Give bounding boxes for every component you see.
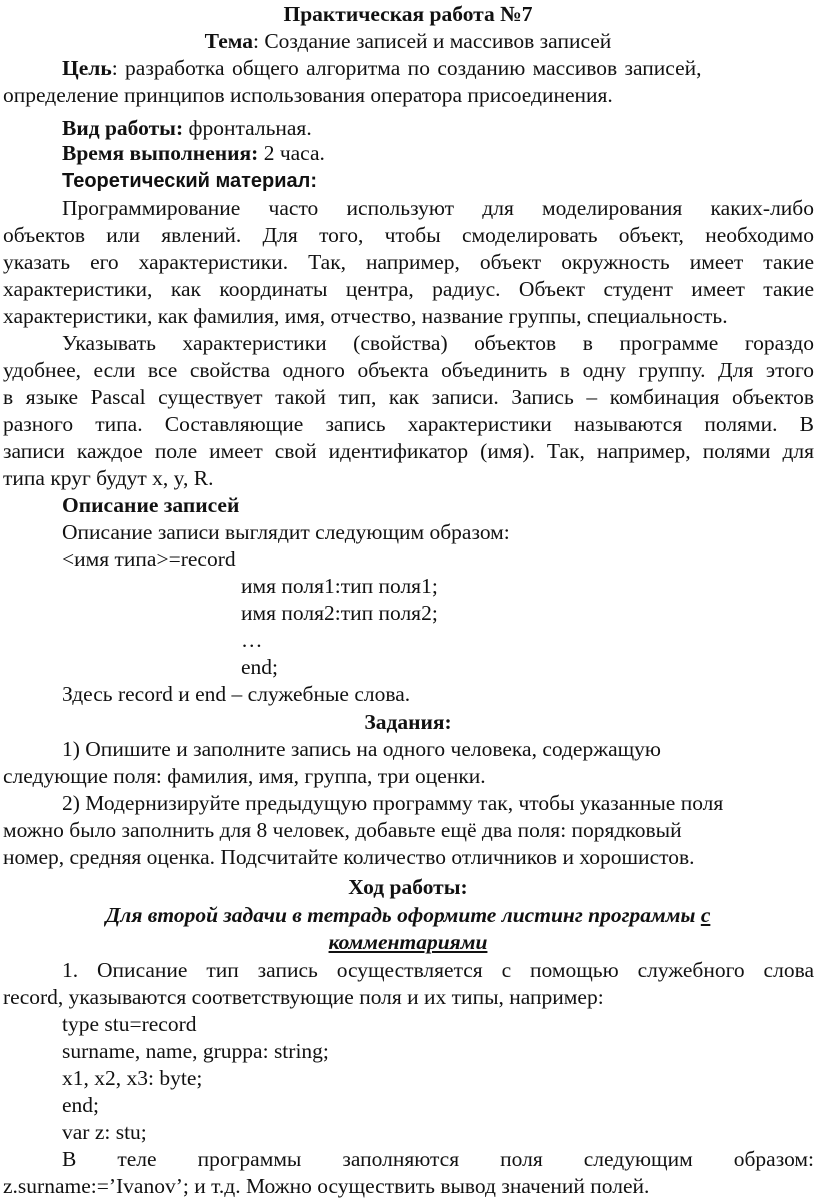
topic-text: : Создание записей и массивов записей xyxy=(252,29,612,53)
page-title: Практическая работа №7 xyxy=(283,2,533,26)
theory-p1-line: указать его характеристики. Так, например, объект окружность имеет такие xyxy=(3,250,814,274)
progress-code-line: x1, x2, x3: byte; xyxy=(62,1066,203,1090)
task-1: следующие поля: фамилия, имя, группа, три оценки. xyxy=(3,764,486,788)
theory-p2-line: записи каждое поле имеет свой идентификатор (имя). Так, например, полями для xyxy=(3,439,814,463)
progress-body: z.surname:=’Ivanov’; и т.д. Можно осуществить вывод значений полей. xyxy=(3,1174,650,1198)
progress-code-line: surname, name, gruppa: string; xyxy=(62,1039,329,1063)
goal-line-1: Цель: разработка общего алгоритма по созданию массивов записей, xyxy=(62,56,702,80)
goal-label: Цель xyxy=(62,56,112,80)
topic-label: Тема xyxy=(204,29,253,53)
records-code-line: end; xyxy=(241,655,279,679)
task-2: можно было заполнить для 8 человек, добавьте ещё два поля: порядковый xyxy=(3,818,682,842)
task-2: 2) Модернизируйте предыдущую программу так, чтобы указанные поля xyxy=(62,791,724,815)
progress-heading: Ход работы: xyxy=(348,875,468,899)
theory-heading: Теоретический материал: xyxy=(62,170,318,192)
theory-p1-line: объектов или явлений. Для того, чтобы смоделировать объект, необходимо xyxy=(3,223,814,247)
duration: Время выполнения: 2 часа. xyxy=(62,141,325,165)
progress-code-line: end; xyxy=(62,1093,100,1117)
records-code-line: имя поля2:тип поля2; xyxy=(241,601,438,625)
task-1: 1) Опишите и заполните запись на одного человека, содержащую xyxy=(62,737,661,761)
records-code-line: … xyxy=(241,628,263,652)
theory-p1-line: характеристики, как координаты центра, радиус. Объект студент имеет такие xyxy=(3,277,814,301)
progress-step-1: record, указываются соответствующие поля и их типы, например: xyxy=(3,985,604,1009)
progress-instruction: Для второй задачи в тетрадь оформите листинг программы с xyxy=(105,903,711,927)
theory-p2-line: разного типа. Составляющие запись характеристики называются полями. В xyxy=(3,412,814,436)
progress-step-1: 1. Описание тип запись осуществляется с помощью служебного слова xyxy=(62,958,814,982)
progress-instruction: комментариями xyxy=(328,930,488,954)
theory-p2-line: типа круг будут x, y, R. xyxy=(3,466,214,490)
records-note: Здесь record и end – служебные слова. xyxy=(62,682,411,706)
goal-line-2: определение принципов использования оператора присоединения. xyxy=(3,83,613,107)
work-type: Вид работы: фронтальная. xyxy=(62,116,312,140)
theory-p1-line: характеристики, как фамилия, имя, отчество, название группы, специальность. xyxy=(3,304,728,328)
records-intro: Описание записи выглядит следующим образом: xyxy=(62,520,510,544)
records-heading: Описание записей xyxy=(62,493,240,517)
theory-p1-line: Программирование часто используют для моделирования каких-либо xyxy=(62,196,814,220)
theory-p2-line: Указывать характеристики (свойства) объектов в программе гораздо xyxy=(62,331,814,355)
duration-label: Время выполнения: xyxy=(62,141,259,165)
work-type-label: Вид работы: xyxy=(62,116,184,140)
tasks-heading: Задания: xyxy=(364,710,452,734)
topic-line xyxy=(0,29,816,54)
progress-code-line: var z: stu; xyxy=(62,1120,147,1144)
task-2: номер, средняя оценка. Подсчитайте количество отличников и хорошистов. xyxy=(3,845,695,869)
theory-p2-line: удобнее, если все свойства одного объекта объединить в одну группу. Для этого xyxy=(3,358,814,382)
records-code-line: <имя типа>=record xyxy=(62,547,236,571)
records-code-line: имя поля1:тип поля1; xyxy=(241,574,438,598)
progress-body: В теле программы заполняются поля следующим образом: xyxy=(62,1147,814,1171)
theory-p2-line: в языке Pascal существует такой тип, как записи. Запись – комбинация объектов xyxy=(3,385,814,409)
progress-code-line: type stu=record xyxy=(62,1012,197,1036)
